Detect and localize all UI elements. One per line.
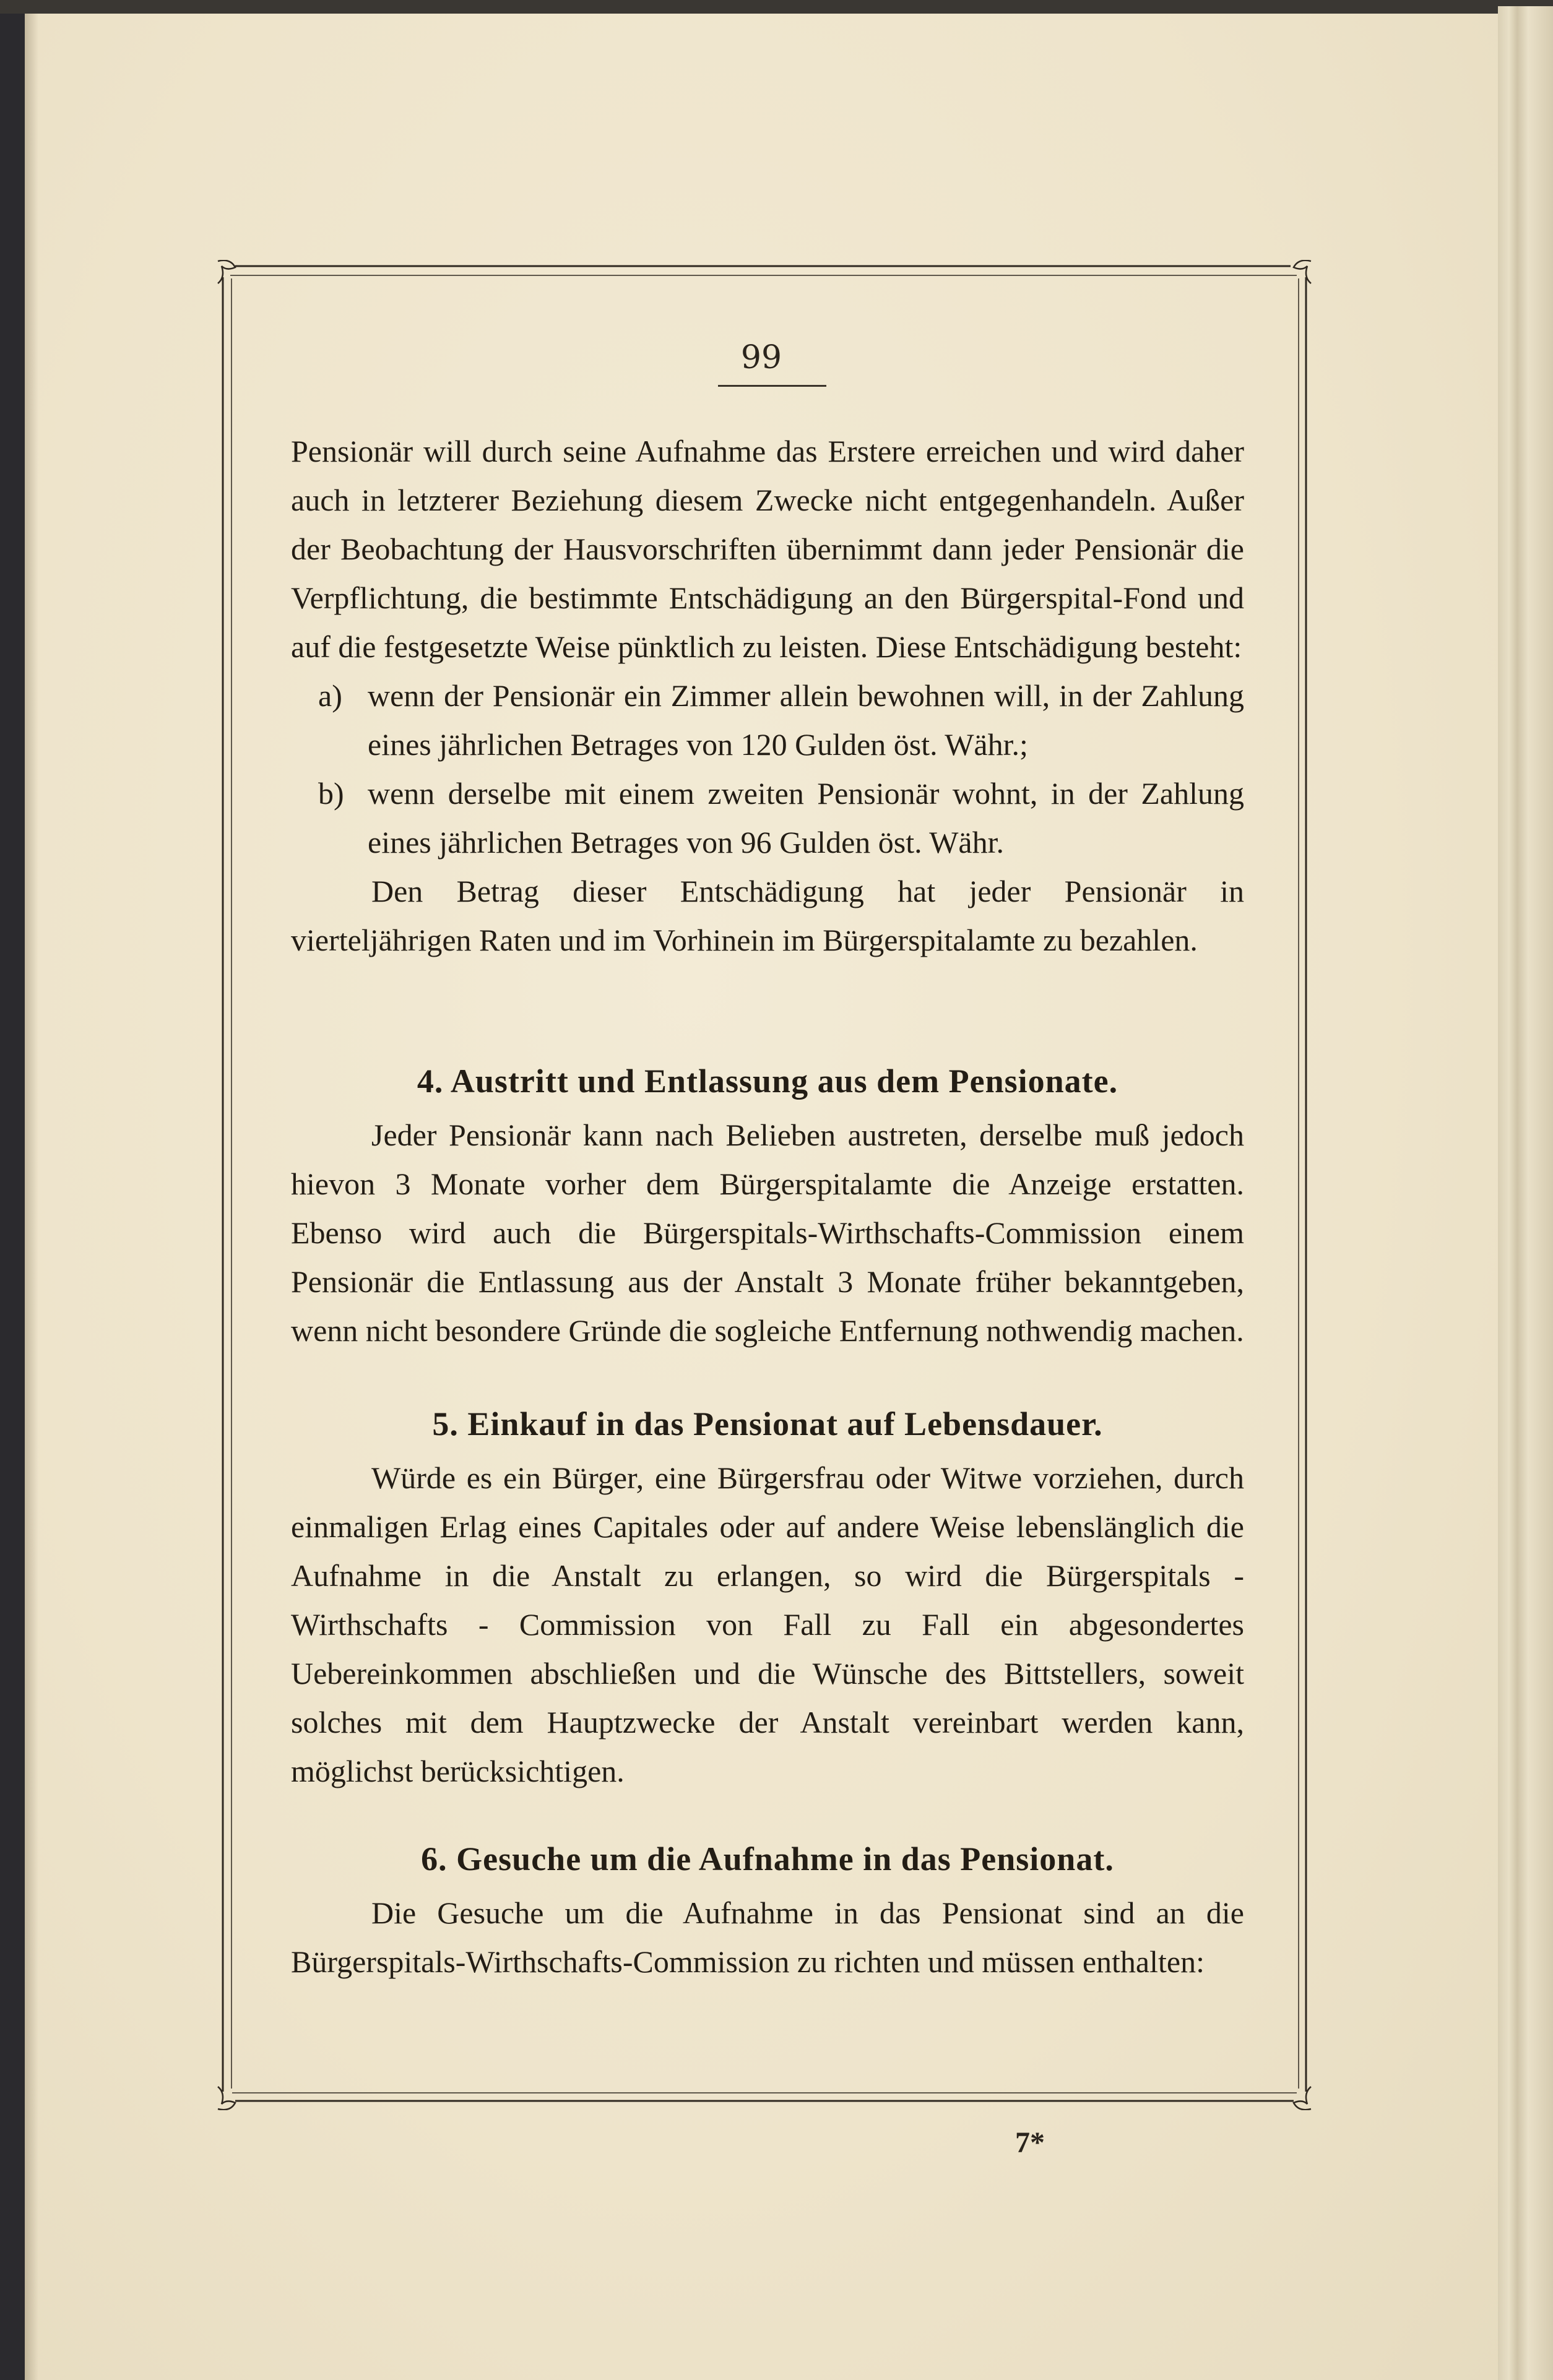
list-marker: b) <box>318 776 344 811</box>
list-item-b <box>291 769 1244 867</box>
list-marker: a) <box>318 678 342 713</box>
page-number: 99 <box>740 339 782 376</box>
list-text: wenn derselbe mit einem zweiten Pensionär wohnt, in der Zahlung eines jährlichen Betrages von 96 Gulden öst. Währ. <box>368 776 1244 860</box>
page-stack-edge <box>1498 6 1553 2380</box>
section-4 <box>291 1057 1244 1355</box>
section-heading: 4. Austritt und Entlassung aus dem Pensionate. <box>417 1063 1118 1100</box>
section-paragraph: Würde es ein Bürger, eine Bürgersfrau oder Witwe vorziehen, durch einmaligen Erlag eines Capitales oder auf andere Weise lebenslänglich die Aufnahme in die Anstalt zu erlangen, so wird die Bürgerspitals - Wirthschafts - Commission von Fall zu Fall ein abgesondertes Uebereinkommen abschließen und die Wünsche des Bittstellers, soweit solches mit dem Hauptzwecke der Anstalt vereinbart werden kann, möglichst berücksichtigen. <box>291 1460 1244 1788</box>
paragraph-payment: Den Betrag dieser Entschädigung hat jeder Pensionär in vierteljährigen Raten und im Vorhinein im Bürgerspitalamte zu bezahlen. <box>291 874 1244 957</box>
list-item-a <box>291 671 1244 769</box>
section-paragraph: Die Gesuche um die Aufnahme in das Pensionat sind an die Bürgerspitals-Wirthschafts-Commission zu richten und müssen enthalten: <box>291 1895 1244 1979</box>
section-heading: 5. Einkauf in das Pensionat auf Lebensdauer. <box>432 1405 1103 1442</box>
section-paragraph: Jeder Pensionär kann nach Belieben austreten, derselbe muß jedoch hievon 3 Monate vorher dem Bürgerspitalamte die Anzeige erstatten. Ebenso wird auch die Bürgerspitals-Wirthschafts-Commission einem Pensionär die Entlassung aus der Anstalt 3 Monate früher bekanntgeben, wenn nicht besondere Gründe die sogleiche Entfernung nothwendig machen. <box>291 1118 1244 1348</box>
section-6 <box>291 1835 1244 1986</box>
section-heading: 6. Gesuche um die Aufnahme in das Pensionat. <box>421 1840 1114 1878</box>
section-5 <box>291 1400 1244 1796</box>
signature-mark: 7* <box>1015 2126 1045 2159</box>
page-number-rule <box>718 385 826 387</box>
scan-top-edge <box>0 0 1553 14</box>
paragraph-intro: Pensionär will durch seine Aufnahme das Erstere erreichen und wird daher auch in letzterer Beziehung diesem Zwecke nicht entgegenhandeln. Außer der Beobachtung der Hausvorschriften übernimmt dann jeder Pensionär die Verpflichtung, die bestimmte Entschädigung an den Bürgerspital-Fond und auf die festgesetzte Weise pünktlich zu leisten. Diese Entschädigung besteht: <box>291 434 1244 664</box>
page-gutter-shadow <box>25 14 38 2380</box>
body-block-intro <box>291 427 1244 965</box>
list-text: wenn der Pensionär ein Zimmer allein bewohnen will, in der Zahlung eines jährlichen Betrages von 120 Gulden öst. Währ.; <box>368 678 1244 762</box>
